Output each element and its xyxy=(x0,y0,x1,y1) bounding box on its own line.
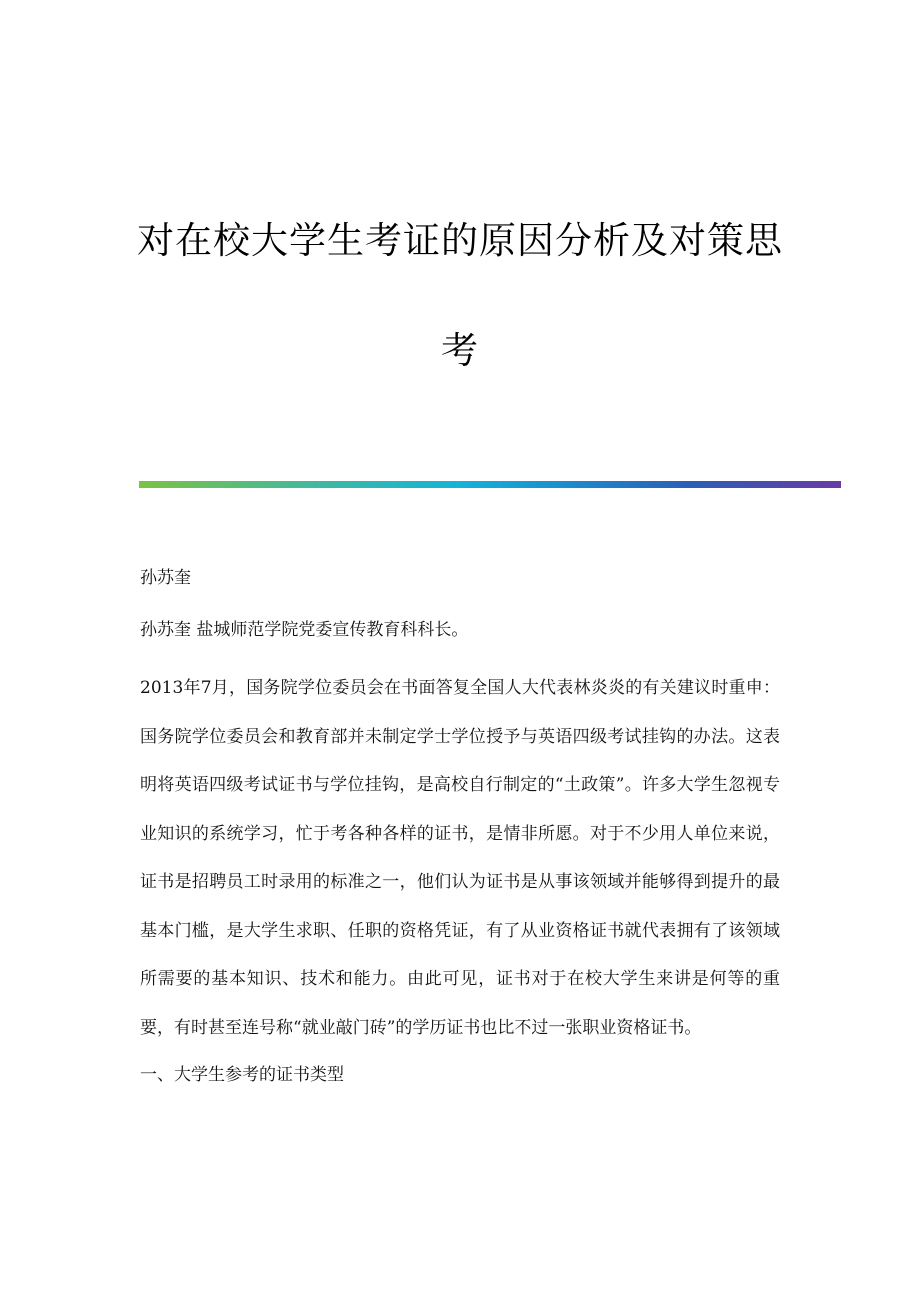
body-paragraph: 2013年7月，国务院学位委员会在书面答复全国人大代表林炎炎的有关建议时重申：国务院学位委员会和教育部并未制定学士学位授予与英语四级考试挂钩的办法。这表明将英语四级考试证书与学位挂钩，是高校自行制定的“土政策”。许多大学生忽视专业知识的系统学习，忙于考各种各样的证书，是情非所愿。对于不少用人单位来说，证书是招聘员工时录用的标准之一，他们认为证书是从事该领域并能够得到提升的最基本门槛，是大学生求职、任职的资格凭证，有了从业资格证书就代表拥有了该领域所需要的基本知识、技术和能力。由此可见，证书对于在校大学生来讲是何等的重要，有时甚至连号称“就业敲门砖”的学历证书也比不过一张职业资格证书。 xyxy=(140,678,780,1038)
section-heading: 一、大学生参考的证书类型 xyxy=(140,1065,344,1085)
author-name: 孙苏奎 xyxy=(140,568,191,588)
document-body xyxy=(140,560,780,1109)
document-title: 对在校大学生考证的原因分析及对策思考 xyxy=(137,219,783,372)
gradient-divider xyxy=(139,481,841,488)
author-affiliation: 孙苏奎 盐城师范学院党委宣传教育科科长。 xyxy=(140,620,469,640)
